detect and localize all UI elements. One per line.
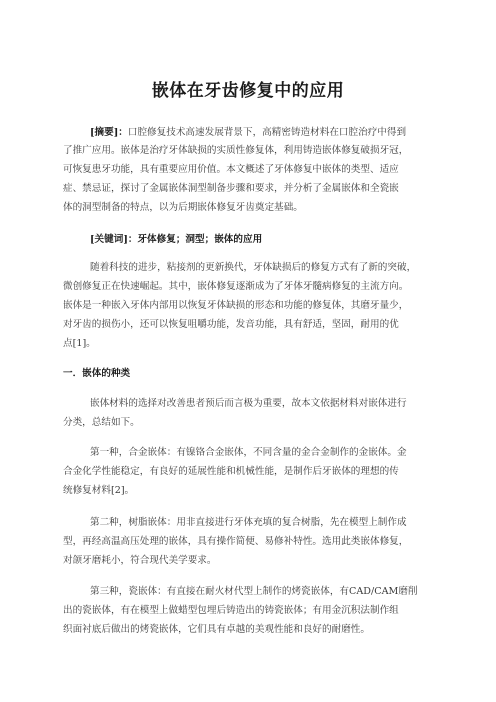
type2-line-2: 型，再经高温高压处理的嵌体，具有操作简便、易修补特性。选用此类嵌体修复， [63,536,409,547]
section-heading: 一．嵌体的种类 [63,368,131,379]
section-intro-line-2: 分类，总结如下。 [63,417,140,428]
type3-line-1: 第三种，瓷嵌体：有直接在耐火材代型上制作的烤瓷嵌体，有CAD/CAM磨削 [90,586,418,597]
intro-line-2: 微创修复正在快速崛起。其中，嵌体修复逐渐成为了牙体牙髓病修复的主流方向。 [63,281,409,292]
abstract-line-4: 症、禁忌证，探讨了金属嵌体洞型制备步骤和要求，并分析了金属嵌体和全瓷嵌 [63,183,399,194]
type3-line-3: 织面衬底后做出的烤瓷嵌体，它们具有卓越的美观性能和良好的耐磨性。 [63,624,370,635]
type1-line-1: 第一种，合金嵌体：有镍铬合金嵌体，不同含量的金合金制作的金嵌体。金 [90,447,407,458]
type2-line-3: 对颌牙磨耗小，符合现代美学要求。 [63,555,217,566]
abstract-line-5: 体的洞型制备的特点，以为后期嵌体修复牙齿奠定基础。 [63,202,303,213]
abstract-line-1 [90,127,406,139]
type1-line-3: 统修复材料[2]。 [63,485,135,496]
abstract-label: [摘要]： [90,127,128,138]
abstract-line-2: 了推广应用。嵌体是治疗牙体缺损的实质性修复体，利用铸造嵌体修复破损牙冠， [63,145,409,156]
article-title: 嵌体在牙齿修复中的应用 [151,81,345,101]
type3-line-2: 出的瓷嵌体，有在模型上做蜡型包埋后铸造出的铸瓷嵌体；有用金沉积法制作组 [63,605,399,616]
intro-line-5: 点[1]。 [63,338,96,349]
abstract-text: 口腔修复技术高速发展背景下，高精密铸造材料在口腔治疗中得到 [127,127,407,138]
intro-line-4: 对牙齿的损伤小，还可以恢复咀嚼功能，发音功能，具有舒适，坚固，耐用的优 [63,319,399,330]
type1-line-2: 合金化学性能稳定，有良好的延展性能和机械性能，是制作后牙嵌体的理想的传 [63,466,399,477]
type2-line-1: 第二种，树脂嵌体：用非直接进行牙体充填的复合树脂，先在模型上制作成 [90,517,407,528]
abstract-line-3: 可恢复患牙功能，具有重要应用价值。本文概述了牙体修复中嵌体的类型、适应 [63,164,399,175]
intro-line-3: 嵌体是一种嵌入牙体内部用以恢复牙体缺损的形态和功能的修复体，其磨牙量少， [63,300,409,311]
intro-line-1: 随着科技的进步，粘接剂的更新换代，牙体缺损后的修复方式有了新的突破， [90,262,417,273]
keywords: [关键词]：牙体修复；洞型；嵌体的应用 [90,234,263,245]
section-intro-line-1: 嵌体材料的选择对改善患者预后而言极为重要，故本文依据材料对嵌体进行 [90,398,407,409]
